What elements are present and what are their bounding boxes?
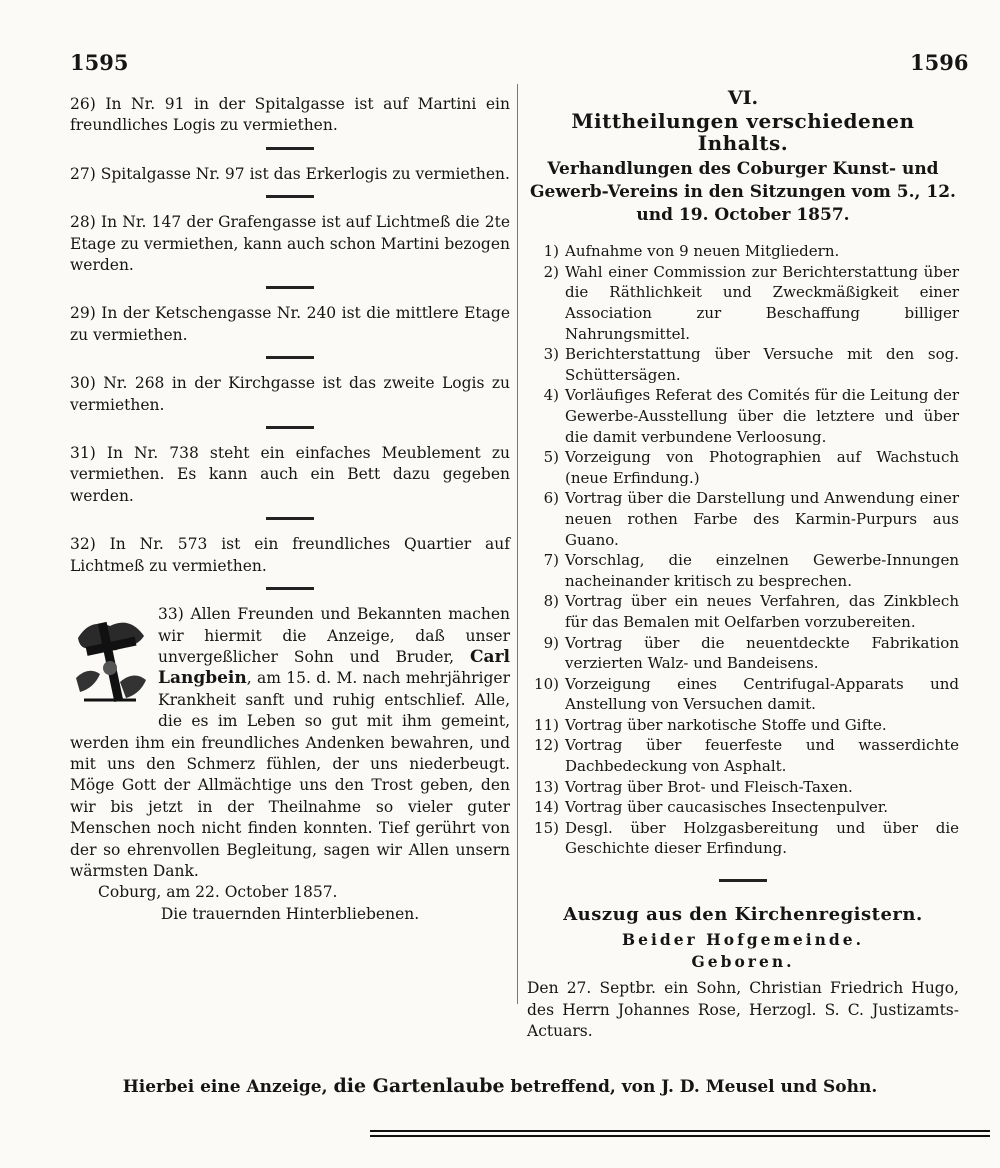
agenda-item-text: Vorläufiges Referat des Comités für die Leitung der Gewerbe-Ausstellung über die letztere und über die damit verbundene Verloosung. — [565, 386, 959, 446]
agenda-item — [527, 591, 959, 632]
agenda-item-text: Vorzeigung von Photographien auf Wachstuch (neue Erfindung.) — [565, 448, 959, 487]
section-number: VI. — [727, 87, 759, 109]
agenda-item-text: Aufnahme von 9 neuen Mitgliedern. — [565, 242, 840, 261]
death-notice-text-b: , am 15. d. M. nach mehrjähriger Krankheit sanft und ruhig entschlief. Alle, die es im Leben so gut mit ihm gemeint, werden ihm ein freundliches Andenken bewahren, und mit uns den Schmerz fühlen, der uns niederbeugt. Möge Gott der Allmächtige uns den Trost geben, den wir bis jetzt in der Theilnahme so vieler guter Menschen noch nicht finden konnten. Tief gerührt von der so ehrenvollen Begleitung, sagen wir Allen unsern wärmsten Dank. — [70, 669, 510, 880]
death-notice-signature: Die trauernden Hinterbliebenen. — [160, 904, 420, 923]
page-number-left: 1595 — [70, 50, 129, 75]
death-notice — [70, 604, 510, 925]
separator — [266, 147, 314, 150]
agenda-item-number: 4) — [543, 386, 559, 405]
footer-text-gartenlaube: die Gartenlaube — [333, 1075, 505, 1097]
separator — [266, 517, 314, 520]
agenda-item-text: Vorschlag, die einzelnen Gewerbe-Innungen nacheinander kritisch zu besprechen. — [565, 551, 959, 590]
agenda-item-text: Vortrag über feuerfeste und wasserdichte Dachbedeckung von Asphalt. — [565, 736, 959, 776]
agenda-item-text: Desgl. über Holzgasbereitung und über die Geschichte dieser Erfindung. — [565, 818, 959, 858]
agenda-item-text: Berichterstattung über Versuche mit den sog. Schüttersägen. — [565, 345, 959, 384]
ad-27: 27) Spitalgasse Nr. 97 ist das Erkerlogis zu vermiethen. — [70, 164, 510, 183]
agenda-item — [527, 674, 959, 715]
agenda-item-text: Vortrag über ein neues Verfahren, das Zinkblech für das Bemalen mit Oelfarben vorzubereiten. — [565, 592, 959, 631]
agenda-item — [527, 241, 959, 262]
footer-text-c: betreffend, von J. D. Meusel und Sohn. — [504, 1077, 878, 1097]
agenda-item — [527, 344, 959, 385]
agenda-item — [527, 488, 959, 550]
separator — [266, 286, 314, 289]
agenda-item-text: Vorzeigung eines Centrifugal-Apparats und Anstellung von Versuchen damit. — [565, 674, 959, 714]
registry-born-heading: Geboren. — [691, 951, 795, 971]
agenda-item — [527, 735, 959, 776]
section-subtitle: Verhandlungen des Coburger Kunst- und Gewerb-Vereins in den Sitzungen vom 5., 12. und 19. October 1857. — [530, 159, 956, 226]
ad-32: 32) In Nr. 573 ist ein freundliches Quartier auf Lichtmeß zu vermiethen. — [70, 535, 510, 575]
agenda-item-number: 3) — [543, 345, 559, 364]
agenda-item-number: 13) — [534, 777, 559, 796]
registry-subtitle: Beider Hofgemeinde. — [622, 930, 864, 950]
page-number-right: 1596 — [910, 50, 969, 75]
column-divider — [517, 84, 518, 1004]
right-column — [527, 88, 959, 1042]
separator — [266, 356, 314, 359]
footer-text-a: Hierbei eine Anzeige, — [122, 1077, 334, 1097]
agenda-item-number: 10) — [534, 674, 559, 693]
agenda-item — [527, 447, 959, 488]
agenda-item-text: Vortrag über narkotische Stoffe und Gifte. — [565, 715, 887, 734]
agenda-item-number: 2) — [543, 262, 559, 281]
agenda-item — [527, 715, 959, 736]
ad-29: 29) In der Ketschengasse Nr. 240 ist die mittlere Etage zu vermiethen. — [70, 304, 510, 344]
agenda-item — [527, 385, 959, 447]
agenda-item-number: 11) — [534, 715, 559, 734]
registry-entry: Den 27. Septbr. ein Sohn, Christian Friedrich Hugo, des Herrn Johannes Rose, Herzogl. S. C. Justizamts-Actuars. — [527, 979, 959, 1041]
agenda-item-number: 15) — [534, 818, 559, 837]
left-column — [70, 94, 510, 925]
separator — [719, 879, 767, 882]
ad-31: 31) In Nr. 738 steht ein einfaches Meublement zu vermiethen. Es kann auch ein Bett dazu gegeben werden. — [70, 444, 510, 505]
agenda-item-text: Vortrag über die neuentdeckte Fabrikation verzierten Walz- und Bandeisens. — [565, 633, 959, 673]
agenda-item-number: 1) — [543, 242, 559, 261]
agenda-item-text: Vortrag über caucasisches Insectenpulver. — [565, 798, 889, 817]
mourning-cross-icon — [70, 608, 150, 710]
agenda-item-number: 9) — [543, 633, 559, 652]
separator — [266, 587, 314, 590]
agenda-item — [527, 550, 959, 591]
separator — [266, 426, 314, 429]
ad-26: 26) In Nr. 91 in der Spitalgasse ist auf Martini ein freundliches Logis zu vermiethen. — [70, 95, 510, 135]
agenda-item-number: 8) — [543, 592, 559, 611]
section-title: Mittheilungen verschiedenen Inhalts. — [571, 109, 915, 155]
footer-double-rule — [370, 1130, 990, 1140]
separator — [266, 195, 314, 198]
agenda-item-number: 12) — [534, 736, 559, 755]
ad-30: 30) Nr. 268 in der Kirchgasse ist das zweite Logis zu vermiethen. — [70, 374, 510, 414]
agenda-item-number: 14) — [534, 798, 559, 817]
agenda-item-text: Vortrag über die Darstellung und Anwendung einer neuen rothen Farbe des Karmin-Purpurs aus Guano. — [565, 489, 959, 549]
death-notice-text-a: 33) Allen Freunden und Bekannten machen wir hiermit die Anzeige, daß unser unvergeßlicher Sohn und Bruder, — [158, 605, 510, 666]
agenda-item-text: Vortrag über Brot- und Fleisch-Taxen. — [565, 777, 853, 796]
agenda-item-number: 7) — [543, 551, 559, 570]
agenda-item — [527, 818, 959, 859]
ad-28: 28) In Nr. 147 der Grafengasse ist auf Lichtmeß die 2te Etage zu vermiethen, kann auch schon Martini bezogen werden. — [70, 213, 510, 275]
agenda-item-number: 5) — [543, 448, 559, 467]
deceased-name: Carl Langbein — [158, 646, 510, 689]
agenda-item — [527, 633, 959, 674]
registry-title: Auszug aus den Kirchenregistern. — [563, 904, 923, 926]
agenda-list — [527, 241, 959, 859]
agenda-item — [527, 777, 959, 798]
agenda-item — [527, 797, 959, 818]
agenda-item-text: Wahl einer Commission zur Berichterstattung über die Räthlichkeit und Zweckmäßigkeit einer Association zur Beschaffung billiger Nahrungsmittel. — [565, 262, 959, 343]
agenda-item — [527, 262, 959, 344]
death-notice-place-date: Coburg, am 22. October 1857. — [98, 883, 338, 902]
footer-notice — [0, 1075, 1000, 1097]
agenda-item-number: 6) — [543, 489, 559, 508]
